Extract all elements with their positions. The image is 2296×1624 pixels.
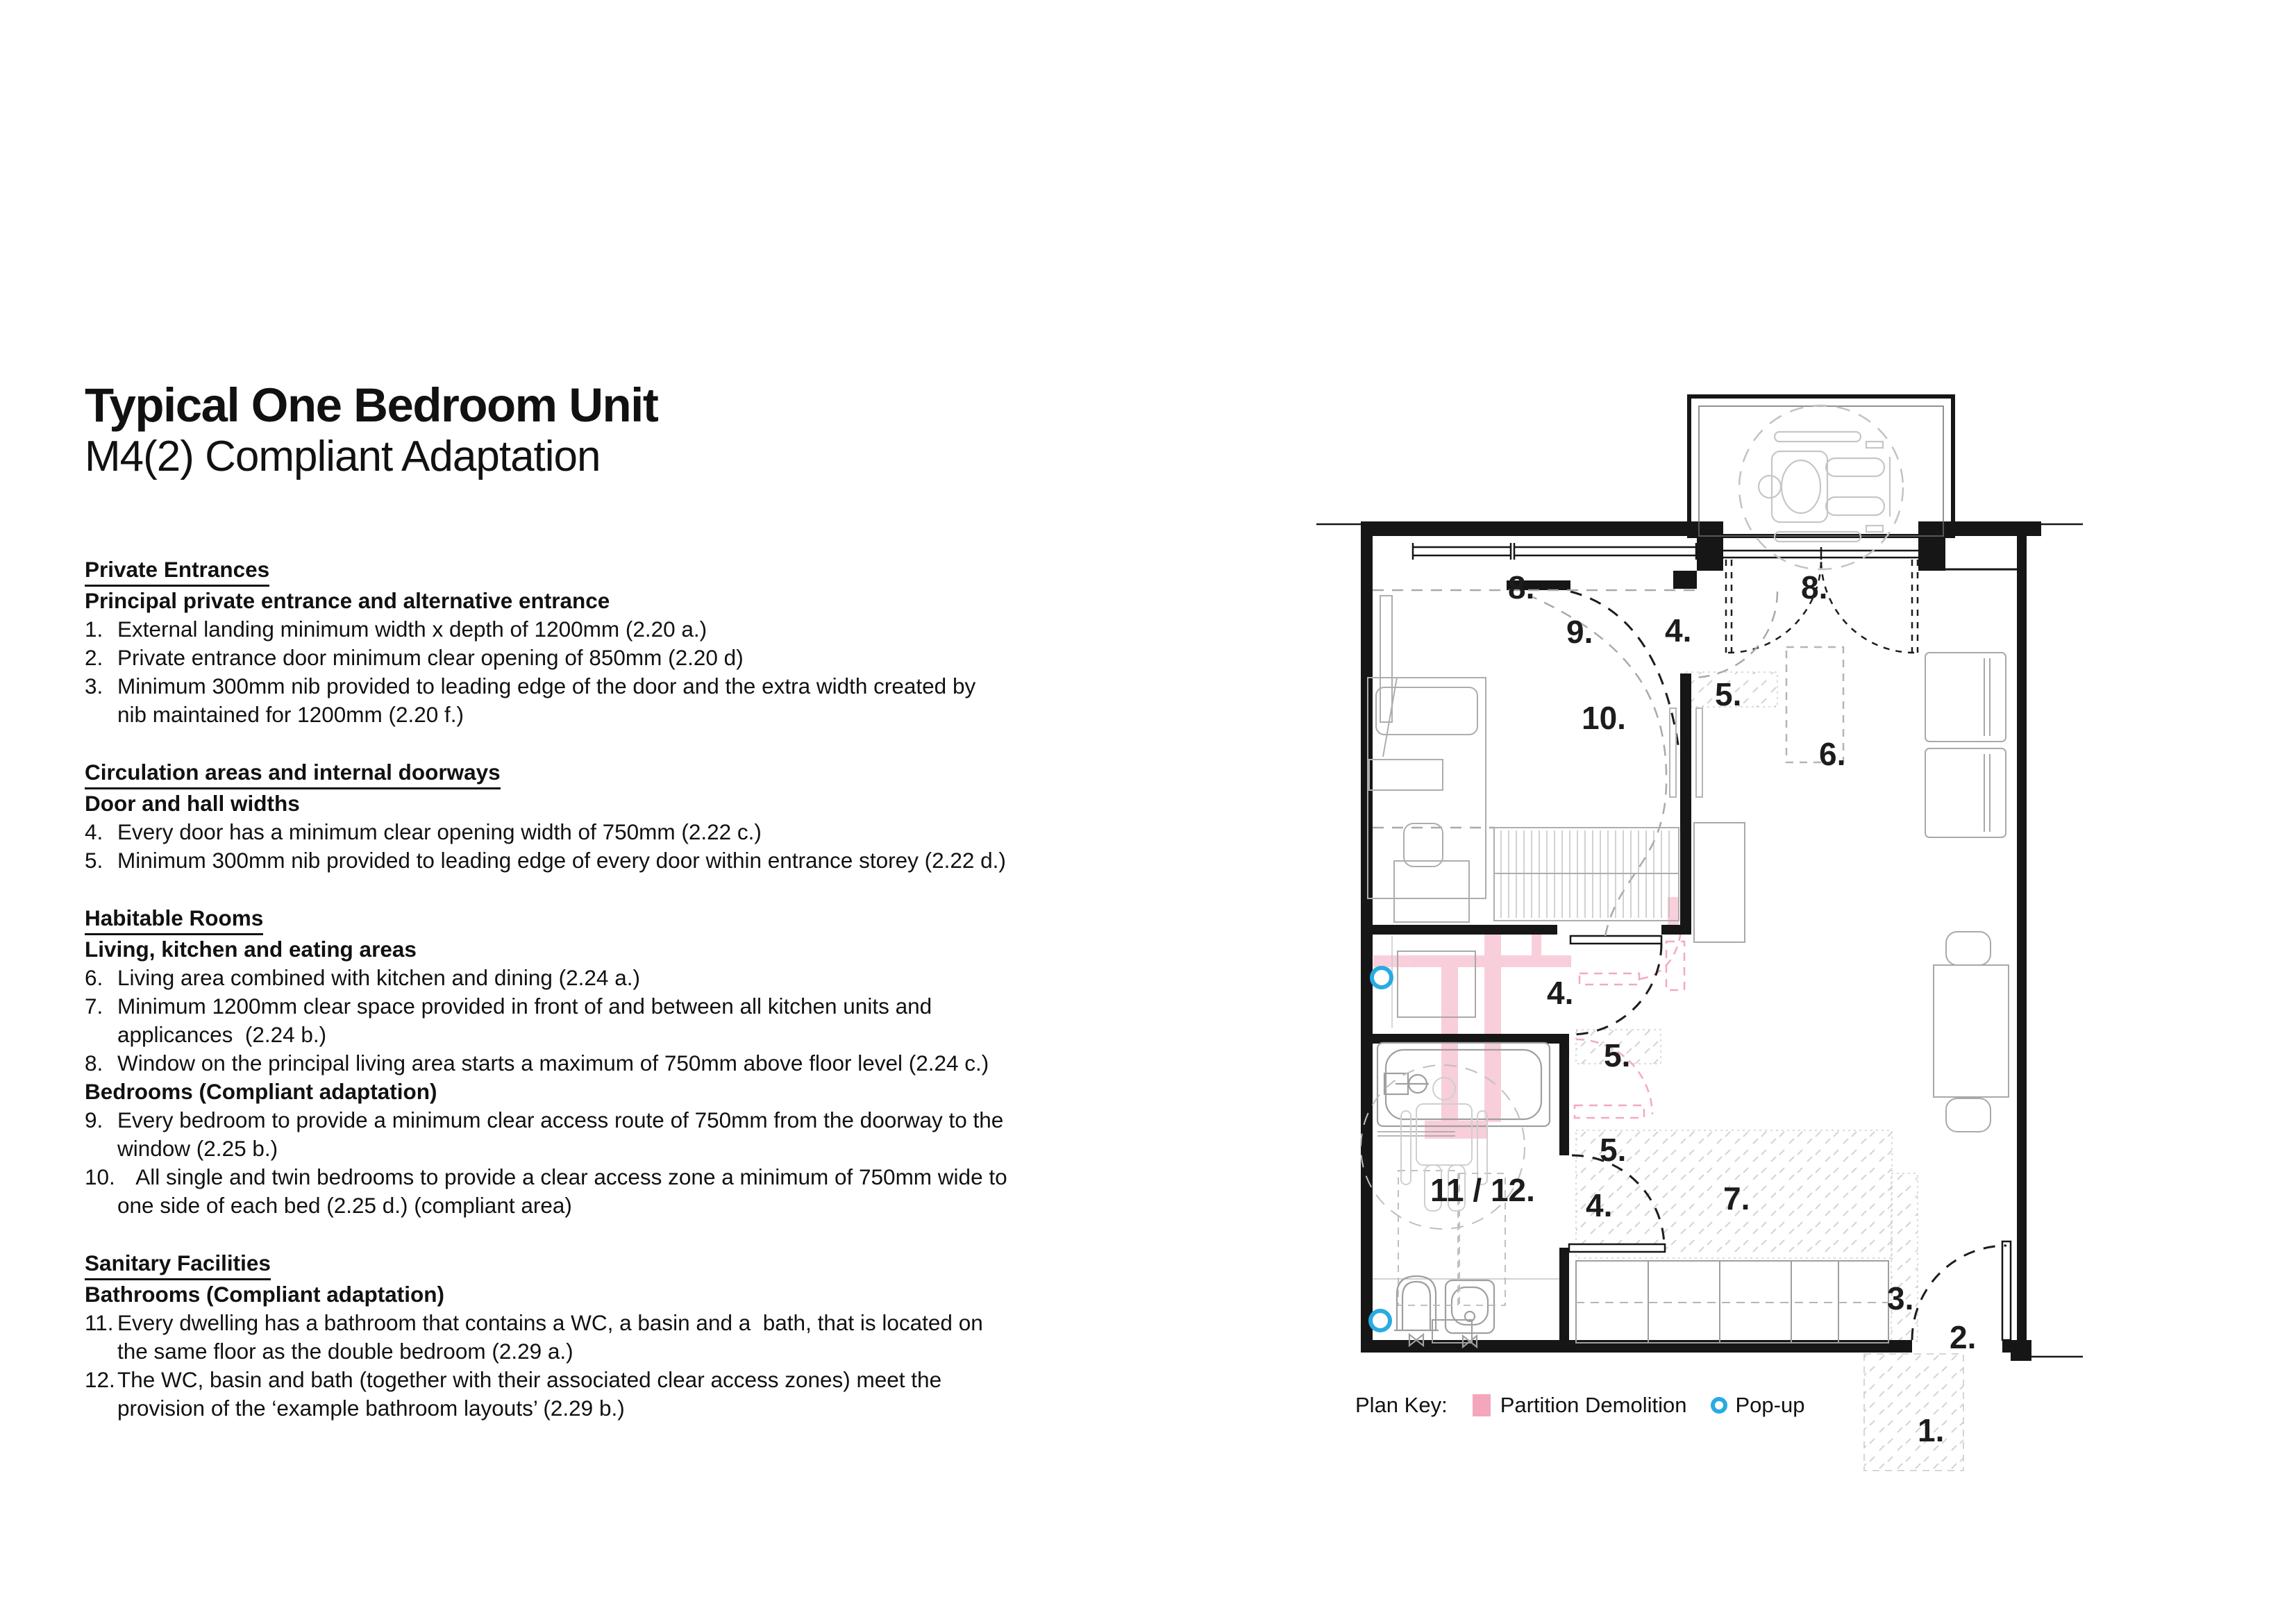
- list-item: [85, 1366, 1008, 1423]
- list-item: [85, 1163, 1014, 1220]
- wardrobe: [1494, 828, 1679, 921]
- list-item: [85, 818, 1008, 846]
- wall-left: [1361, 521, 1373, 1351]
- section: [85, 758, 1008, 875]
- balcony-threshold: [1723, 547, 1918, 560]
- armchair: [1925, 653, 2006, 742]
- dining-table: [1934, 965, 2009, 1097]
- section-heading-row: [85, 904, 1008, 935]
- section-heading: Habitable Rooms: [85, 904, 263, 935]
- wheelchair-icon: [1759, 432, 1890, 542]
- item-text: Minimum 300mm nib provided to leading edge of the door and the extra width created by nib maintained for 1200mm (2.20 f.): [117, 673, 982, 727]
- wall-nib-hall: [1673, 571, 1697, 589]
- section-heading: Private Entrances: [85, 555, 269, 587]
- section: [85, 555, 1008, 729]
- plan-label-4-: 4.: [1547, 975, 1574, 1011]
- door-lining: [1696, 708, 1702, 797]
- wall-entry-step: [2011, 1353, 2031, 1361]
- wheelchair-caster: [1866, 526, 1883, 532]
- plan-label-4-: 4.: [1586, 1187, 1613, 1223]
- plan-key-item-label: Pop-up: [1735, 1393, 1805, 1417]
- bathroom-door-leaf: [1569, 1244, 1665, 1252]
- item-text: The WC, basin and bath (together with their associated clear access zones) meet the provision of the ‘example bathroom layouts’ (2.29 b.): [117, 1367, 948, 1421]
- list-item: [85, 672, 1008, 729]
- popup-swatch: [1711, 1397, 1727, 1414]
- demolition-bar: [1532, 935, 1541, 957]
- list-item: [85, 1106, 1008, 1163]
- subsection-heading: Bedrooms (Compliant adaptation): [85, 1079, 437, 1104]
- kitchen-unit-small: [1432, 1320, 1472, 1343]
- section: [85, 1249, 1008, 1423]
- plan-label-4-: 4.: [1665, 612, 1692, 648]
- balcony-outer-wall: [1689, 396, 1953, 536]
- window-living: [1514, 543, 1696, 560]
- balcony-inner-wall: [1699, 406, 1943, 536]
- plan-label-6-: 6.: [1819, 736, 1846, 772]
- balcony: [1689, 396, 1953, 536]
- plan-key-items: [1473, 1393, 1829, 1418]
- item-text: Every dwelling has a bathroom that contains a WC, a basin and a bath, that is located on the same floor as the double bedroom (2.29 a.): [117, 1310, 989, 1364]
- bedroom-door-leaf: [1570, 936, 1661, 944]
- popup-marker: [1372, 968, 1391, 987]
- plan-key-item: [1473, 1393, 1687, 1418]
- item-text: All single and twin bedrooms to provide a clear access zone a minimum of 750mm wide to one side of each bed (2.25 d.) (compliant area): [117, 1164, 1014, 1218]
- item-number: 9.: [85, 1107, 103, 1132]
- item-text: Private entrance door minimum clear opening of 850mm (2.20 d): [117, 645, 744, 670]
- bed-fold-line: [1383, 678, 1397, 757]
- kitchen: [1432, 1261, 1888, 1343]
- section-heading-row: [85, 1249, 1008, 1280]
- bed-duvet: [1369, 760, 1443, 790]
- bed: [1368, 678, 1486, 898]
- list-item: [85, 1049, 1008, 1078]
- item-text: Minimum 300mm nib provided to leading edge of every door within entrance storey (2.22 d.): [117, 848, 1006, 873]
- section-heading: Sanitary Facilities: [85, 1249, 271, 1280]
- wall-bedroom-bottom-right: [1661, 925, 1691, 935]
- plan-label-10-: 10.: [1582, 700, 1626, 736]
- wall-bedroom-bottom-left: [1373, 925, 1557, 935]
- plan-label-8-: 8.: [1508, 569, 1535, 605]
- wall-entry-stub: [2002, 1340, 2031, 1353]
- item-number: 12.: [85, 1367, 115, 1392]
- bedroom-door-swing: [1570, 944, 1661, 1035]
- item-number: 4.: [85, 819, 103, 844]
- spec-text-column: [85, 555, 1014, 1452]
- plan-label-3-: 3.: [1887, 1280, 1914, 1316]
- item-text: Window on the principal living area starts a maximum of 750mm above floor level (2.24 c.): [117, 1050, 989, 1075]
- partition-demolition-swatch: [1473, 1394, 1491, 1416]
- floor-plan: [1305, 375, 2125, 1500]
- demolition-bar: [1441, 967, 1458, 1124]
- demolished-door-leaf: [1579, 973, 1639, 985]
- armchair-back: [1984, 754, 1990, 832]
- hall-cabinet: [1694, 823, 1745, 942]
- list-item: [85, 846, 1008, 875]
- subsection-heading: Principal private entrance and alternative entrance: [85, 588, 610, 613]
- radiator: [1380, 596, 1392, 722]
- item-number: 10.: [85, 1164, 115, 1189]
- plan-label-1-: 1.: [1918, 1412, 1945, 1448]
- wheelchair-caster: [1866, 442, 1883, 448]
- wheelchair-user-head: [1759, 476, 1781, 498]
- list-item: [85, 615, 1008, 644]
- list-item: [85, 964, 1008, 992]
- wheelchair-user-torso: [1782, 460, 1820, 513]
- item-number: 8.: [85, 1050, 103, 1075]
- item-number: 3.: [85, 673, 103, 698]
- wall-bottom: [1361, 1340, 1912, 1353]
- item-text: External landing minimum width x depth of 1200mm (2.20 a.): [117, 617, 707, 642]
- entrance-door-leaf: [2002, 1241, 2011, 1340]
- page-title: Typical One Bedroom Unit: [85, 378, 658, 432]
- wheelchair-user-leg: [1826, 497, 1884, 515]
- plan-label-11-12-: 11 / 12.: [1430, 1172, 1535, 1208]
- plan-key: [1355, 1393, 1828, 1418]
- wall-pier-balcony-right: [1918, 521, 1945, 571]
- subsection-heading: Door and hall widths: [85, 791, 300, 816]
- dining-chair: [1946, 1098, 1991, 1132]
- list-item: [85, 644, 1008, 672]
- plan-label-7-: 7.: [1723, 1180, 1750, 1216]
- wheelchair-wheel: [1775, 432, 1861, 442]
- external-landing-1: [1864, 1354, 1963, 1471]
- desk-chair: [1404, 823, 1443, 867]
- subsection-heading: Bathrooms (Compliant adaptation): [85, 1282, 444, 1307]
- item-number: 6.: [85, 965, 103, 990]
- wall-pier-balcony-left: [1697, 521, 1723, 571]
- demolition-bar: [1373, 955, 1571, 967]
- item-number: 1.: [85, 617, 103, 642]
- popup-marker: [1371, 1311, 1390, 1330]
- section: [85, 904, 1014, 1220]
- windows: [1413, 543, 1918, 560]
- item-number: 5.: [85, 848, 103, 873]
- demolition-bar: [1484, 935, 1501, 1122]
- section-heading: Circulation areas and internal doorways: [85, 758, 501, 789]
- dining-chair: [1946, 932, 1991, 965]
- desk: [1394, 861, 1469, 922]
- plan-label-5-: 5.: [1604, 1037, 1631, 1073]
- plan-label-9-: 9.: [1566, 614, 1593, 650]
- list-item: [85, 1309, 1008, 1366]
- item-number: 7.: [85, 994, 103, 1019]
- window-bedroom: [1413, 543, 1511, 560]
- armchair-back: [1984, 658, 1990, 736]
- wheelchair-user-leg: [1826, 458, 1884, 476]
- section-heading-row: [85, 758, 1008, 789]
- basin-bowl: [1452, 1287, 1488, 1325]
- item-text: Every bedroom to provide a minimum clear access route of 750mm from the doorway to the window (2.25 b.): [117, 1107, 1010, 1161]
- plan-label-8-: 8.: [1801, 569, 1828, 605]
- demolished-door-leaf: [1575, 1105, 1644, 1118]
- plan-key-item-label: Partition Demolition: [1500, 1393, 1687, 1417]
- plan-key-item: [1711, 1393, 1805, 1418]
- title-block: [85, 380, 657, 481]
- bedroom-furniture: [1368, 596, 1679, 922]
- item-text: Every door has a minimum clear opening width of 750mm (2.22 c.): [117, 819, 762, 844]
- wall-bathroom-right-a: [1559, 1034, 1569, 1155]
- item-number: 11.: [85, 1310, 114, 1335]
- wall-top-right: [1945, 521, 2041, 536]
- wall-top-left: [1361, 521, 1697, 536]
- wall-right: [2017, 535, 2027, 1340]
- wall-bedroom-right: [1680, 673, 1691, 935]
- plan-label-5-: 5.: [1715, 676, 1742, 712]
- page-subtitle: M4(2) Compliant Adaptation: [85, 433, 601, 481]
- item-text: Minimum 1200mm clear space provided in front of and between all kitchen units and applicances (2.24 b.): [117, 994, 938, 1047]
- list-item: [85, 992, 1008, 1049]
- demolished-doors: [1575, 923, 1684, 1118]
- living-furniture: [1925, 653, 2009, 1132]
- section-heading-row: [85, 555, 1008, 587]
- subsection-heading: Living, kitchen and eating areas: [85, 937, 417, 962]
- balcony-door-swing-right: [1821, 560, 1914, 653]
- item-text: Living area combined with kitchen and dining (2.24 a.): [117, 965, 640, 990]
- balcony-turning-circle: [1739, 405, 1903, 569]
- popup-markers: [1371, 968, 1391, 1330]
- plan-label-5-: 5.: [1600, 1132, 1627, 1168]
- demolished-door-outline: [1666, 941, 1684, 990]
- wheelchair-wheel: [1401, 1111, 1411, 1184]
- plan-label-2-: 2.: [1950, 1319, 1977, 1355]
- wall-bathroom-right-b: [1559, 1248, 1569, 1340]
- armchair: [1925, 748, 2006, 837]
- plan-key-label: Plan Key:: [1355, 1393, 1448, 1417]
- item-number: 2.: [85, 645, 103, 670]
- hall-door-swing-gray: [1691, 592, 1777, 678]
